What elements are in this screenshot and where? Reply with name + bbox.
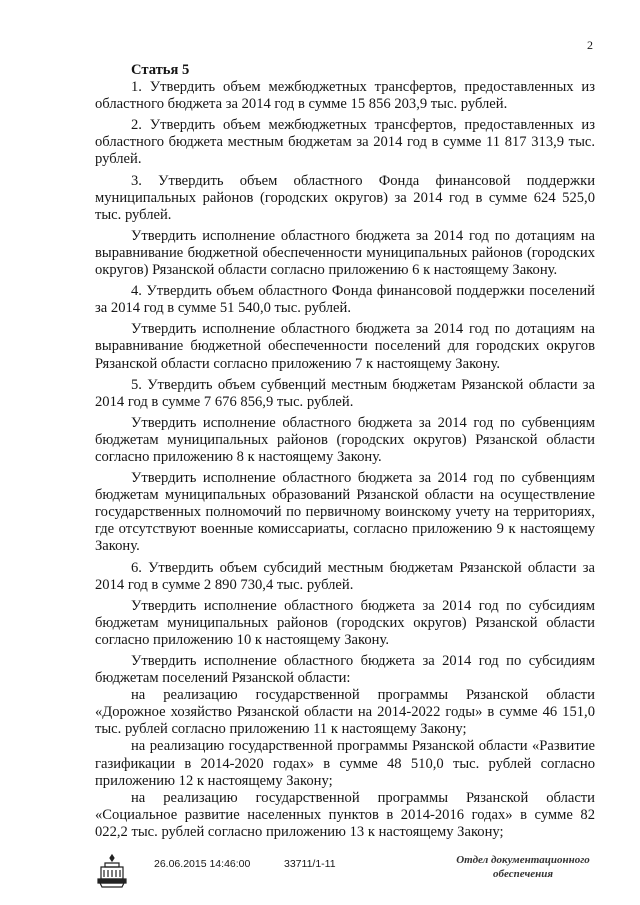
paragraph-5: 4. Утвердить объем областного Фонда финансовой поддержки поселений за 2014 год в сумме 51 540,0 тыс. рублей. (95, 283, 595, 317)
paragraph-9: Утвердить исполнение областного бюджета за 2014 год по субвенциям бюджетам муниципальных образований Рязанской области на осуществление государственных полномочий по первичному воинскому учету на территориях, где отсутствуют военные комиссариаты, согласно приложению 9 к настоящему Закону. (95, 470, 595, 555)
paragraph-4: Утвердить исполнение областного бюджета за 2014 год по дотациям на выравнивание бюджетной обеспеченности муниципальных районов (городских округов) Рязанской области согласно приложению 6 к настоящему Закону. (95, 227, 595, 279)
paragraph-14: на реализацию государственной программы Рязанской области «Развитие газификации в 2014-2020 годах» в сумме 48 510,0 тыс. рублей согласно приложению 12 к настоящему Закону; (95, 738, 595, 789)
paragraph-2: 2. Утвердить объем межбюджетных трансфертов, предоставленных из областного бюджета местным бюджетам за 2014 год в сумме 11 817 313,9 тыс. рублей. (95, 117, 595, 168)
department-stamp (448, 853, 598, 881)
paragraph-10: 6. Утвердить объем субсидий местным бюджетам Рязанской области за 2014 год в сумме 2 890 730,4 тыс. рублей. (95, 559, 595, 593)
paragraph-8: Утвердить исполнение областного бюджета за 2014 год по субвенциям бюджетам муниципальных районов (городских округов) Рязанской области согласно приложению 8 к настоящему Закону. (95, 414, 595, 465)
stamp-line-2: обеспечения (492, 868, 553, 880)
paragraph-13: на реализацию государственной программы Рязанской области «Дорожное хозяйство Рязанской области на 2014-2022 годы» в сумме 46 151,0 тыс. рублей согласно приложению 11 к настоящему Закону; (95, 687, 595, 738)
paragraph-12: Утвердить исполнение областного бюджета за 2014 год по субсидиям бюджетам поселений Рязанской области: (95, 653, 595, 687)
article-title: Статья 5 (131, 62, 190, 78)
paragraph-6: Утвердить исполнение областного бюджета за 2014 год по дотациям на выравнивание бюджетной обеспеченности поселений для городских округов Рязанской области согласно приложению 7 к настоящему Закону. (95, 321, 595, 372)
paragraph-1: 1. Утвердить объем межбюджетных трансфертов, предоставленных из областного бюджета за 2014 год в сумме 15 856 203,9 тыс. рублей. (95, 79, 595, 113)
paragraph-11: Утвердить исполнение областного бюджета за 2014 год по субсидиям бюджетам муниципальных районов (городских округов) Рязанской области согласно приложению 10 к настоящему Закону. (95, 597, 595, 648)
page-number: 2 (587, 38, 593, 52)
paragraph-7: 5. Утвердить объем субвенций местным бюджетам Рязанской области за 2014 год в сумме 7 676 856,9 тыс. рублей. (95, 376, 595, 410)
paragraph-3: 3. Утвердить объем областного Фонда финансовой поддержки муниципальных районов (городских округов) за 2014 год в сумме 624 525,0 тыс. рублей. (95, 172, 595, 223)
document-body (95, 62, 595, 841)
footer-document-code: 33711/1-11 (284, 858, 336, 870)
paragraph-15: на реализацию государственной программы Рязанской области «Социальное развитие населенных пунктов в 2014-2016 годах» в сумме 82 022,2 тыс. рублей согласно приложению 13 к настоящему Закону; (95, 789, 595, 840)
stamp-line-1: Отдел документационного (456, 854, 590, 866)
footer-datetime: 26.06.2015 14:46:00 (154, 858, 251, 870)
coat-of-arms-icon (95, 853, 129, 889)
